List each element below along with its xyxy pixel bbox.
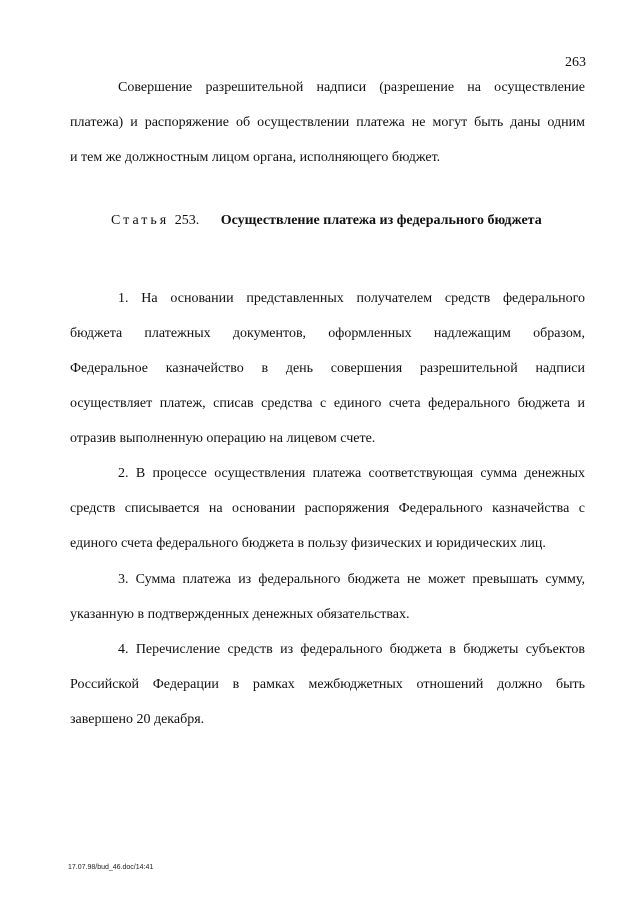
paragraph-4-line-1: 4. Перечисление средств из федерального бюджета в бюджеты субъектов: [118, 642, 585, 657]
footer-file-stamp: 17.07.98/bud_46.doc/14:41: [68, 864, 154, 871]
article-title: Осуществление платежа из федерального бюджета: [220, 213, 542, 228]
article-heading: [111, 213, 591, 229]
paragraph-3: [70, 562, 585, 632]
intro-paragraph: [70, 70, 585, 175]
paragraph-2-line-1: 2. В процессе осуществления платежа соответствующая сумма денежных: [118, 466, 585, 481]
paragraph-1-line-5: отразив выполненную операцию на лицевом счете.: [70, 431, 376, 446]
article-label: Статья: [111, 213, 170, 228]
paragraph-1-line-3: Федеральное казначейство в день совершения разрешительной надписи: [70, 361, 585, 376]
paragraph-2: [70, 456, 585, 561]
intro-line-2: платежа) и распоряжение об осуществлении платежа не могут быть даны одним: [70, 115, 585, 130]
intro-line-3: и тем же должностным лицом органа, исполняющего бюджет.: [70, 150, 441, 165]
paragraph-3-line-2: указанную в подтвержденных денежных обязательствах.: [70, 607, 410, 622]
paragraph-1-line-2: бюджета платежных документов, оформленных надлежащим образом,: [70, 326, 585, 341]
paragraph-4-line-2: Российской Федерации в рамках межбюджетных отношений должно быть: [70, 677, 585, 692]
paragraph-1-line-1: 1. На основании представленных получателем средств федерального: [118, 291, 585, 306]
page-number: 263: [565, 55, 586, 70]
paragraph-1: [70, 281, 585, 456]
paragraph-2-line-2: средств списывается на основании распоряжения Федерального казначейства с: [70, 501, 585, 516]
paragraph-2-line-3: единого счета федерального бюджета в пользу физических и юридических лиц.: [70, 536, 546, 551]
article-number: 253.: [174, 213, 200, 228]
paragraph-1-line-4: осуществляет платеж, списав средства с единого счета федерального бюджета и: [70, 396, 585, 411]
paragraph-4: [70, 632, 585, 737]
paragraph-4-line-3: завершено 20 декабря.: [70, 712, 205, 727]
paragraph-3-line-1: 3. Сумма платежа из федерального бюджета не может превышать сумму,: [118, 572, 585, 587]
intro-line-1: Совершение разрешительной надписи (разрешение на осуществление: [118, 80, 585, 95]
